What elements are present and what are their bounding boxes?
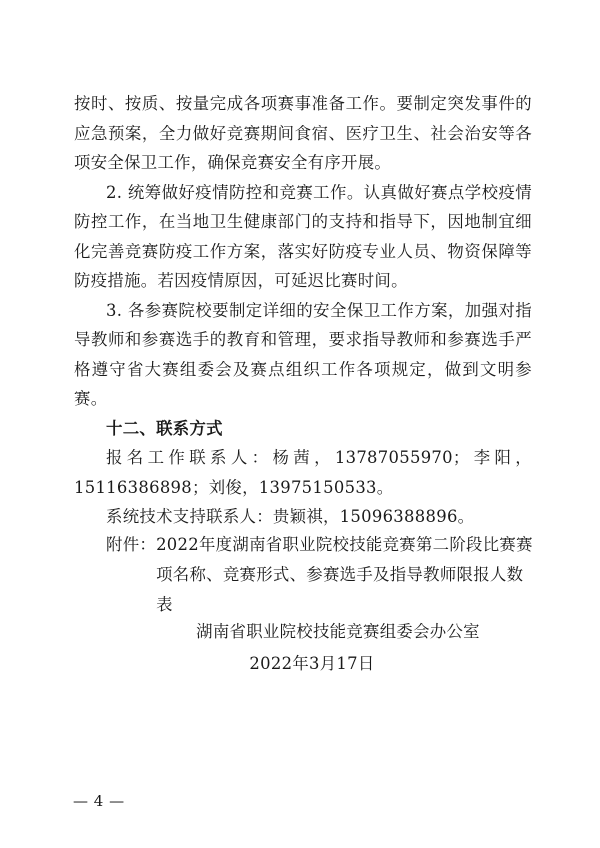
attachment-title: 2022年度湖南省职业院校技能竞赛第二阶段比赛赛项名称、竞赛形式、参赛选手及指导教师限报人数表	[156, 535, 533, 614]
signature-date: 2022年3月17日	[249, 654, 375, 673]
signature-organization: 湖南省职业院校技能竞赛组委会办公室	[196, 622, 480, 641]
paragraph-registration-contacts: 报名工作联系人：杨茜，13787055970；李阳，15116386898；刘俊，13975150533。	[74, 448, 532, 497]
paragraph-epidemic-control: 2. 统筹做好疫情防控和竞赛工作。认真做好赛点学校疫情防控工作，在当地卫生健康部门的支持和指导下，因地制宜细化完善竞赛防疫工作方案，落实好防疫专业人员、物资保障等防疫措施。若因疫情原因，可延迟比赛时间。	[74, 182, 532, 290]
body-text	[74, 89, 532, 532]
attachment-label: 附件：	[106, 535, 157, 554]
attachment-note	[106, 530, 536, 620]
section-heading-contact: 十二、联系方式	[106, 418, 223, 438]
paragraph-safety-preparation: 按时、按质、按量完成各项赛事准备工作。要制定突发事件的应急预案，全力做好竞赛期间食宿、医疗卫生、社会治安等各项安全保卫工作，确保竞赛安全有序开展。	[74, 94, 532, 172]
paragraph-security-plan: 3. 各参赛院校要制定详细的安全保卫工作方案，加强对指导教师和参赛选手的教育和管理，要求指导教师和参赛选手严格遵守省大赛组委会及赛点组织工作各项规定，做到文明参赛。	[74, 300, 532, 408]
page-number: — 4 —	[73, 792, 125, 810]
paragraph-tech-support-contact: 系统技术支持联系人：贵颖祺，15096388896。	[106, 507, 475, 526]
